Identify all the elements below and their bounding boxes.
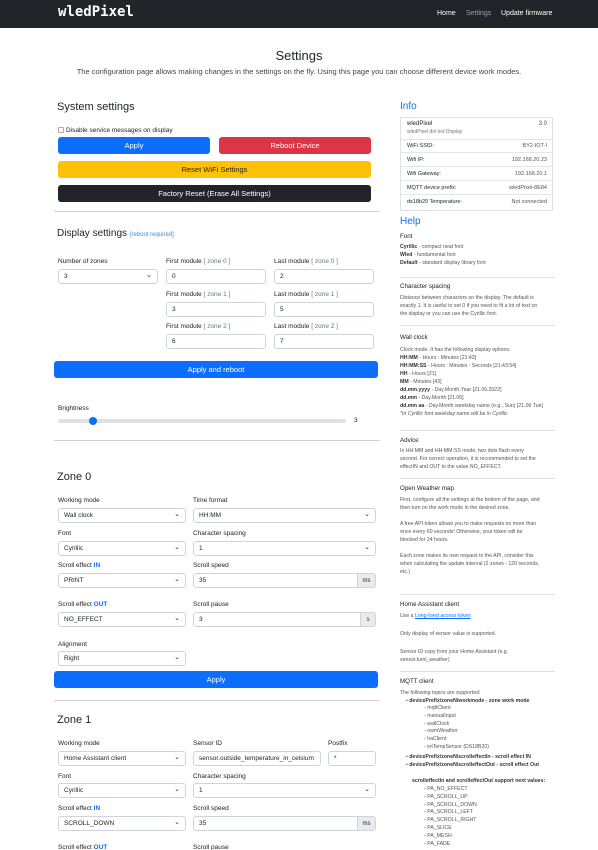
help-mqtt-intro: The following topics are supported: (400, 690, 481, 696)
help-font-text: Cyrillic - compact neat font Wled - fundamental font Default - standard display library font (400, 244, 486, 266)
first-module-label: First module [ zone 0 ] (166, 258, 231, 265)
info-row-ssid: WiFi SSID: BY2-IOT-I (407, 143, 547, 149)
zone0-working-mode-select[interactable]: Wall clock ⌄ (58, 508, 186, 523)
reset-wifi-button[interactable]: Reset WiFi Settings (58, 161, 371, 178)
help-owm-title: Open Weather map (400, 485, 454, 492)
help-wall-clock-title: Wall clock (400, 334, 428, 341)
divider (400, 594, 555, 595)
zone2-last-module-input[interactable]: 7 (274, 334, 374, 349)
reboot-required-note: [reboot required] (129, 232, 174, 238)
zone1-scroll-in-select[interactable]: SCROLL_DOWN ⌄ (58, 816, 186, 831)
divider (401, 166, 552, 167)
divider (54, 700, 380, 701)
help-owm-text: First, configure all the settings at the bottom of the page, and then turn on the work mode in the desired zone. A free API token allows you to make requests no more than once every 60 seconds! Otherwise, your token will be blocked for 24 hours. Each zone makes its own request to the API, consider this when calculating the update interval (2 zones - 120 seconds, etc.) (400, 497, 540, 575)
zones-label: Number of zones (58, 258, 108, 265)
info-row-gateway: Wifi Gateway: 192.168.20.1 (407, 171, 547, 177)
brand-logo[interactable]: wledPixel (58, 4, 134, 20)
divider (54, 211, 380, 212)
zone0-title: Zone 0 (57, 471, 92, 483)
help-ha-text: Use a Long-lived access token Only display of sensor value is supported. Sensor ID copy from your Home Assistant (e.g. sensor.tuml_weather) (400, 613, 509, 663)
brightness-label: Brightness (58, 405, 89, 412)
help-mqtt-effects-intro: scrolleffectIn and scrolleffectOut support next values: (412, 778, 546, 784)
apply-button[interactable]: Apply (58, 137, 210, 154)
sensor-id-label: Sensor ID (193, 740, 222, 747)
zone0-time-format-select[interactable]: HH:MM ⌄ (193, 508, 376, 523)
zone1-font-select[interactable]: Cyrillic ⌄ (58, 783, 186, 798)
s-unit: s (361, 612, 376, 627)
zone1-last-module-input[interactable]: 5 (274, 302, 374, 317)
scroll-out-label: Scroll effect OUT (58, 844, 108, 850)
working-mode-label: Working mode (58, 497, 100, 504)
long-lived-token-link[interactable]: Long-lived access token (415, 613, 471, 619)
list-item: ◦ PA_SCROLL_LEFT (424, 809, 474, 816)
mqtt-modes-list (424, 705, 489, 752)
zone0-scroll-in-select[interactable]: PRINT ⌄ (58, 573, 186, 588)
time-format-label: Time format (193, 497, 228, 504)
char-spacing-label: Character spacing (193, 773, 246, 780)
last-module-label: Last module [ zone 2 ] (274, 323, 338, 330)
list-item: ◦ intTempSensor (DS18B20) (424, 743, 489, 750)
divider (400, 325, 555, 326)
divider (401, 180, 552, 181)
help-advice-title: Advice (400, 437, 419, 444)
help-advice-text: In HH:MM and HH:MM:SS mode, two dots flash every second. For correct operation, it is recommended to set the effectIN and OUT to the value NO_EFFECT. (400, 448, 536, 470)
first-module-label: First module [ zone 2 ] (166, 323, 231, 330)
help-spacing-title: Character spacing (400, 283, 451, 290)
page-subtitle: The configuration page allows making changes in the settings on the fly. Using this page you can choose different device work modes. (76, 67, 522, 76)
list-item: ◦ PA_FADE (424, 840, 451, 847)
disable-messages-label: Disable service messages on display (66, 127, 173, 134)
scroll-speed-label: Scroll speed (193, 562, 229, 569)
alignment-label: Alignment (58, 641, 87, 648)
zone2-first-module-input[interactable]: 6 (166, 334, 266, 349)
font-label: Font (58, 773, 72, 780)
ms-unit: ms (358, 573, 376, 588)
nav-home[interactable]: Home (437, 10, 456, 17)
zone0-scroll-speed-input[interactable]: 35 (193, 573, 358, 588)
zone0-first-module-input[interactable]: 0 (166, 269, 266, 284)
brightness-value: 3 (354, 417, 358, 424)
list-item: ◦ PA_MESH (424, 832, 452, 839)
list-item: ◦ PA_SLICE (424, 824, 452, 831)
zone1-sensor-id-input[interactable]: sensor.outside_temperature_in_celsium (193, 751, 321, 766)
char-spacing-label: Character spacing (193, 530, 246, 537)
scroll-pause-label: Scroll pause (193, 844, 229, 850)
divider (54, 440, 380, 441)
help-mqtt-scroll-out: • devicePrefix/zoneN/scrolleffectOut - scroll effect Out (406, 762, 539, 768)
divider (400, 277, 555, 278)
divider (401, 152, 552, 153)
zones-select[interactable]: 3 ⌄ (58, 269, 158, 284)
help-wall-clock-text: Clock mode. It has the following display options: HH:MM - Hours : Minutes [21:43] HH:MM:SS - Hours : Minutes : Seconds [21:43:54] HH - Hours [21] MM - Minutes [43] dd.mm.yyyy - Day.Month.Year [21.06.2022] dd.mm - Day.Month [21.06] dd.mm aa - Day.Month weekday name (e.g., Sun) [21.06 Tue] *In Cyrillic font weekday name will be in Cyrillic (400, 347, 543, 417)
list-item: ◦ owmWeather (424, 728, 458, 735)
divider (400, 478, 555, 479)
first-module-label: First module [ zone 1 ] (166, 291, 231, 298)
help-mqtt-workmode: • devicePrefix/zoneN/workmode - zone work mode (406, 698, 530, 704)
last-module-label: Last module [ zone 0 ] (274, 258, 338, 265)
scroll-in-label: Scroll effect IN (58, 805, 101, 812)
device-name-row: wledPixel 3.0 (407, 121, 547, 127)
zone0-apply-button[interactable]: Apply (54, 671, 378, 688)
help-title: Help (400, 216, 421, 227)
help-mqtt-title: MQTT client (400, 678, 434, 685)
font-label: Font (58, 530, 72, 537)
help-mqtt-scroll-in: • devicePrefix/zoneN/scrolleffectIn - scroll effect IN (406, 754, 531, 760)
list-item: ◦ manualInput (424, 712, 456, 719)
help-spacing-text: Distance between characters on the display. The default is exactly 1. It is useful to set 0 if you need to fit a lot of text on the display or you can use the Cyrillic font. (400, 295, 538, 317)
nav-update-firmware[interactable]: Update firmware (501, 10, 553, 17)
zone1-working-mode-select[interactable]: Home Assistant client ⌄ (58, 751, 186, 766)
zone0-char-spacing-select[interactable]: 1 ⌄ (193, 541, 376, 556)
postfix-label: Postfix (328, 740, 348, 747)
zone0-scroll-out-select[interactable]: NO_EFFECT ⌄ (58, 612, 186, 627)
scroll-speed-label: Scroll speed (193, 805, 229, 812)
zone1-postfix-input[interactable]: * (328, 751, 376, 766)
zone1-first-module-input[interactable]: 3 (166, 302, 266, 317)
brightness-slider[interactable] (58, 419, 346, 423)
device-desc: wledPixel dot led Display (407, 129, 463, 135)
display-settings-title: Display settings [reboot required] (57, 228, 174, 239)
page-title: Settings (275, 48, 323, 63)
divider (400, 671, 555, 672)
list-item: ◦ PA_SCROLL_DOWN (424, 801, 477, 808)
zone1-char-spacing-select[interactable]: 1 ⌄ (193, 783, 376, 798)
zone0-scroll-pause-input[interactable]: 3 (193, 612, 361, 627)
factory-reset-button[interactable]: Factory Reset (Erase All Settings) (58, 185, 371, 202)
zone0-alignment-select[interactable]: Right ⌄ (58, 651, 186, 666)
ms-unit: ms (358, 816, 376, 831)
list-item: ◦ PA_SCROLL_RIGHT (424, 817, 477, 824)
help-ha-title: Home Assistant client (400, 601, 460, 608)
divider (400, 430, 555, 431)
info-title: Info (400, 101, 417, 112)
mqtt-effects-list (424, 786, 477, 848)
reboot-device-button[interactable]: Reboot Device (219, 137, 371, 154)
brightness-slider-thumb[interactable] (89, 417, 97, 425)
scroll-in-label: Scroll effect IN (58, 562, 101, 569)
divider (401, 194, 552, 195)
list-item: ◦ haClient (424, 736, 447, 743)
zone0-last-module-input[interactable]: 2 (274, 269, 374, 284)
list-item: ◦ PA_NO_EFFECT (424, 786, 468, 792)
working-mode-label: Working mode (58, 740, 100, 747)
list-item: ◦ PA_SCROLL_UP (424, 793, 468, 800)
list-item: ◦ mqttClient (424, 705, 451, 711)
zone1-title: Zone 1 (57, 714, 92, 726)
scroll-pause-label: Scroll pause (193, 601, 229, 608)
disable-messages-checkbox[interactable] (58, 127, 64, 133)
list-item: ◦ wallClock (424, 720, 450, 727)
scroll-out-label: Scroll effect OUT (58, 601, 108, 608)
apply-and-reboot-button[interactable]: Apply and reboot (54, 361, 378, 378)
nav-settings[interactable]: Settings (466, 10, 492, 17)
zone0-font-select[interactable]: Cyrillic ⌄ (58, 541, 186, 556)
info-row-ip: Wifi IP: 192.168.20.23 (407, 157, 547, 163)
system-settings-title: System settings (57, 101, 135, 113)
help-font-title: Font (400, 233, 413, 240)
info-row-temperature: ds18b20 Temperature: Not connected (407, 199, 547, 205)
last-module-label: Last module [ zone 1 ] (274, 291, 338, 298)
info-row-mqtt-prefix: MQTT device prefix: wledPixel-8E84 (407, 185, 547, 191)
zone1-scroll-speed-input[interactable]: 35 (193, 816, 358, 831)
divider (401, 139, 552, 140)
